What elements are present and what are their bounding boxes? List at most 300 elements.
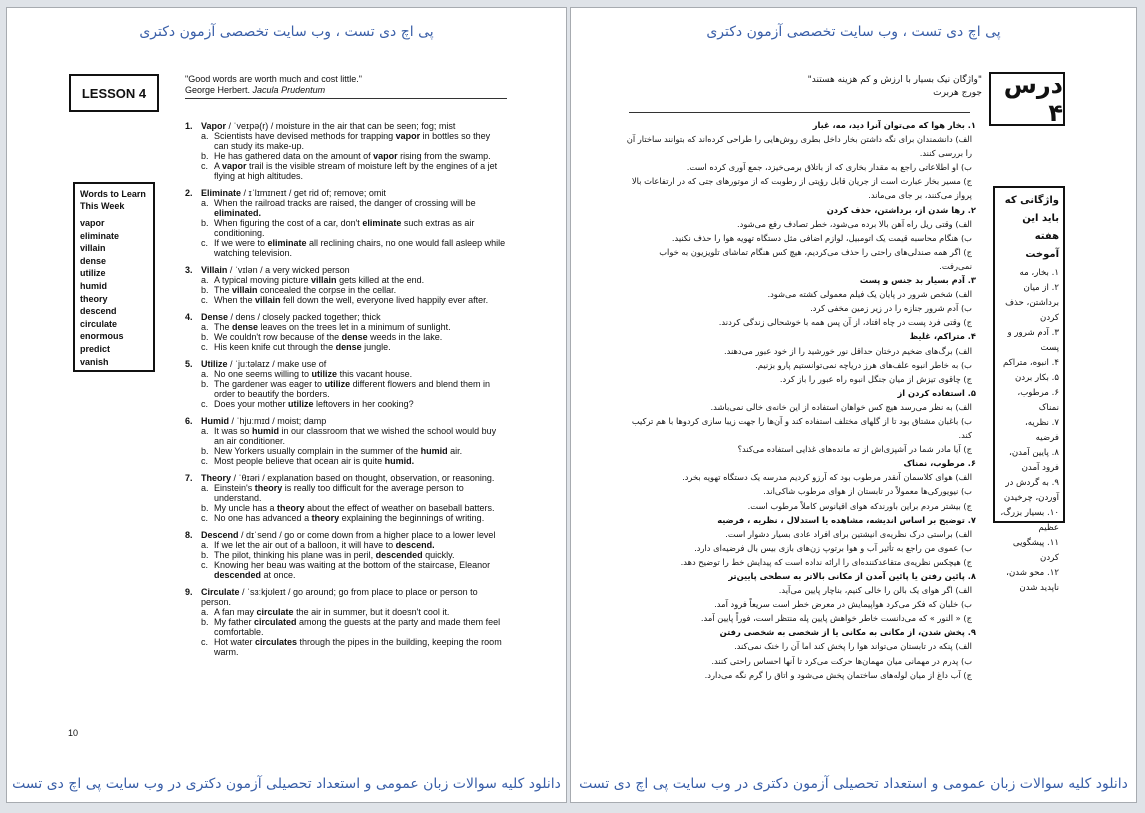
- example-keyword: descended: [214, 570, 262, 580]
- example-sentence: [185, 332, 507, 342]
- entry-word: Eliminate: [201, 188, 242, 198]
- word-list-item: utilize: [80, 268, 106, 279]
- example-sentence: [185, 275, 507, 285]
- example-sentence: [185, 617, 507, 637]
- vocab-entry: [185, 530, 507, 580]
- example-letter: b.: [201, 617, 209, 627]
- example-text: [214, 131, 507, 151]
- example-sentence: [185, 198, 507, 218]
- words-to-learn-box: [73, 182, 155, 372]
- quote-attribution: [185, 85, 507, 96]
- example-pre: New Yorkers usually complain in the summer of the: [214, 446, 421, 456]
- example-sentence: ب) هنگام محاسبه قیمت یک اتومبیل، لوازم اضافی مثل دستگاه تهویه هوا را حذف نکنید.: [671, 232, 972, 243]
- example-letter: b.: [201, 379, 209, 389]
- lesson-title: LESSON 4: [81, 85, 147, 101]
- example-letter: c.: [201, 637, 209, 647]
- example-post: at once.: [261, 570, 296, 580]
- example-text: [214, 151, 491, 161]
- vocab-entry: [185, 473, 507, 523]
- example-post: through the pipes in the building, keeping the room warm.: [214, 637, 502, 657]
- example-keyword: humid.: [384, 456, 415, 466]
- example-sentence: ب) باغبان مشتاق بود تا از گلهای مختلف استفاده کند و آن‌ها را جهت زیبا سازی کردوها با هم ترکیب کند.: [631, 415, 972, 441]
- word-list-item: ۱۱. پیشگویی کردن: [1012, 538, 1059, 563]
- example-post: explaining the beginnings of writing.: [339, 513, 485, 523]
- example-text: [214, 332, 442, 342]
- example-letter: b.: [201, 446, 209, 456]
- example-pre: A typical moving picture: [214, 275, 312, 285]
- example-sentence: [185, 540, 507, 550]
- entry-definition-line: [201, 530, 495, 540]
- entry-word: Humid: [201, 416, 229, 426]
- entry-heading: [185, 473, 507, 483]
- example-text: [214, 483, 507, 503]
- example-sentence: الف) به نظر می‌رسد هیچ کس خواهان استفاده از این خانه‌ی خالی نمی‌باشد.: [710, 401, 972, 412]
- word-list-item: ۴. انبوه، متراکم: [1002, 358, 1059, 368]
- example-text: [214, 369, 412, 379]
- example-post: air.: [447, 446, 463, 456]
- words-box-title: Words to Learn This Week: [80, 189, 146, 211]
- page-number: 10: [68, 728, 79, 738]
- example-keyword: eliminate: [267, 238, 307, 248]
- entry-definition: / ˈhjuːmɪd / moist; damp: [229, 416, 327, 426]
- entry-heading: [185, 265, 507, 275]
- example-sentence: [185, 513, 507, 523]
- example-sentence: ب) نیویورکی‌ها معمولاً در تابستان از هوای مرطوب شاکی‌اند.: [763, 486, 972, 497]
- entry-definition: / ɪˈlɪmɪneɪt / get rid of; remove; omit: [241, 188, 386, 198]
- example-pre: Hot water: [214, 637, 256, 647]
- persian-page: [570, 7, 1137, 803]
- example-sentence: الف) برگ‌های ضخیم درختان حداقل نور خورشید را از خود عبور می‌دهند.: [723, 345, 972, 356]
- example-sentence: [185, 342, 507, 352]
- example-sentence: [185, 238, 507, 258]
- example-letter: b.: [201, 550, 209, 560]
- example-post: fell down the well, everyone lived happily ever after.: [280, 295, 489, 305]
- example-sentence: ج) مسیر بخار عبارت است از جریان قابل رؤیتی از رطوبت که از موتورهای جتی که در ارتفاعات بالا پرواز می‌کنند، بر جای می‌ماند.: [631, 176, 972, 201]
- entry-number: 5.: [185, 359, 193, 369]
- entry-number: 9.: [185, 587, 193, 597]
- example-keyword: theory: [254, 483, 283, 493]
- example-post: weeds in the lake.: [367, 332, 443, 342]
- example-post: rising from the swamp.: [397, 151, 491, 161]
- entry-word: Utilize: [201, 359, 228, 369]
- example-sentence: ج) « النور » که می‌دانست خاطر خواهش پایین پله منتظر است، فوراً پایین آمد.: [700, 613, 972, 624]
- quote-author: George Herbert.: [185, 85, 251, 95]
- example-pre: When figuring the cost of a car, don't: [214, 218, 363, 228]
- example-post: such extras as air conditioning.: [214, 218, 475, 238]
- entry-heading: ۸. پائین رفتن یا پائین آمدن از مکانی بالاتر به سطحی پایین‌تر: [728, 571, 976, 581]
- word-list-item: ۱۲. محو شدن، ناپدید شدن: [1006, 568, 1059, 593]
- example-sentence: [185, 446, 507, 456]
- example-text: [214, 446, 462, 456]
- example-keyword: dense: [335, 342, 362, 352]
- entry-word: Theory: [201, 473, 232, 483]
- example-text: [214, 637, 507, 657]
- word-list-item: descend: [80, 306, 117, 317]
- example-pre: When the railroad tracks are raised, the danger of crossing will be: [214, 198, 476, 208]
- example-sentence: ج) بیشتر مردم براین باورندکه هوای اقیانوس کاملاً مرطوب است.: [747, 500, 972, 511]
- example-pre: Scientists have devised methods for trapping: [214, 131, 396, 141]
- example-keyword: descended: [375, 550, 423, 560]
- example-pre: The pilot, thinking his plane was in peril,: [214, 550, 376, 560]
- entry-heading: ۳. آدم بسیار بد جنس و پست: [859, 275, 976, 286]
- vocabulary-entries: [185, 121, 507, 664]
- example-sentence: [185, 295, 507, 305]
- entry-number: 3.: [185, 265, 193, 275]
- example-post: in bottles so they can study its make-up.: [214, 131, 491, 151]
- entry-definition-line: [201, 473, 494, 483]
- entry-definition: / ˈveɪpə(r) / moisture in the air that can be seen; fog; mist: [226, 121, 456, 131]
- example-keyword: eliminated.: [214, 208, 262, 218]
- word-list-item: eliminate: [80, 230, 120, 241]
- entry-word: Vapor: [201, 121, 227, 131]
- entry-heading: [185, 530, 507, 540]
- vocab-entry: [185, 587, 507, 657]
- example-text: [214, 218, 507, 238]
- example-sentence: [185, 607, 507, 617]
- quote-divider: [629, 112, 970, 113]
- quote-source: Jacula Prudentum: [252, 85, 326, 95]
- example-sentence: ج) آب داغ از میان لوله‌های ساختمان پخش می‌شود و اتاق را گرم نگه می‌دارد.: [704, 669, 972, 680]
- example-text: [214, 456, 414, 466]
- quote-divider: [185, 98, 507, 99]
- example-pre: Most people believe that ocean air is quite: [214, 456, 385, 466]
- entry-number: 7.: [185, 473, 193, 483]
- page-footer: دانلود کلیه سوالات زبان عمومی و استعداد تحصیلی آزمون دکتری در وب سایت پی اچ دی تست: [12, 776, 561, 792]
- example-sentence: [185, 399, 507, 409]
- lesson-quote: [185, 74, 507, 99]
- example-text: [214, 198, 507, 218]
- word-list-item: ۲. از میان برداشتن، حذف کردن: [1005, 283, 1059, 323]
- example-pre: No one has advanced a: [214, 513, 312, 523]
- example-pre: If we let the air out of a balloon, it will have to: [214, 540, 396, 550]
- entry-definition: / ˈvɪlən / a very wicked person: [227, 265, 350, 275]
- example-post: about the effect of weather on baseball batters.: [304, 503, 495, 513]
- example-sentence: [185, 560, 507, 580]
- example-keyword: eliminate: [362, 218, 402, 228]
- entry-definition: / ˈθɪəri / explanation based on thought, observation, or reasoning.: [231, 473, 495, 483]
- entry-definition-line: [201, 359, 326, 369]
- example-keyword: villain: [255, 295, 281, 305]
- example-letter: c.: [201, 456, 209, 466]
- entry-heading: [185, 312, 507, 322]
- word-list-item: ۹. به گردش در آوردن، چرخیدن: [1003, 478, 1059, 503]
- example-sentence: ج) آیا مادر شما در آشپزی‌اش از ته مانده‌های غذایی استفاده می‌کند؟: [737, 444, 972, 455]
- quote-text: "Good words are worth much and cost little.": [185, 74, 362, 84]
- example-pre: He has gathered data on the amount of: [214, 151, 374, 161]
- word-list-item: ۸. پایین آمدن، فرود آمدن: [1009, 448, 1059, 473]
- example-keyword: circulates: [255, 637, 298, 647]
- example-pre: If we were to: [214, 238, 268, 248]
- example-post: quickly.: [422, 550, 455, 560]
- vocab-entry: [185, 188, 507, 258]
- example-text: [214, 379, 507, 399]
- example-sentence: [185, 151, 507, 161]
- vocabulary-entries: [624, 118, 976, 682]
- example-keyword: vapor: [373, 151, 398, 161]
- example-text: [214, 285, 396, 295]
- entry-number: 1.: [185, 121, 193, 131]
- example-post: is really too difficult for the average person to understand.: [214, 483, 464, 503]
- example-text: [214, 560, 507, 580]
- example-post: among the guests at the party and made them feel comfortable.: [214, 617, 501, 637]
- example-post: leftovers in her cooking?: [313, 399, 414, 409]
- example-sentence: الف) پنکه در تابستان می‌تواند هوا را پخش کند اما آن را خنک نمی‌کند.: [734, 641, 972, 652]
- example-pre: When the: [214, 295, 256, 305]
- example-letter: a.: [201, 607, 209, 617]
- entry-word: Villain: [201, 265, 228, 275]
- example-pre: Einstein's: [214, 483, 255, 493]
- entry-heading: ۵. استفاده کردن از: [897, 387, 976, 398]
- example-pre: My father: [214, 617, 255, 627]
- example-letter: a.: [201, 483, 209, 493]
- entry-definition-line: [201, 121, 455, 131]
- example-letter: a.: [201, 131, 209, 141]
- entry-heading: [185, 121, 507, 131]
- example-sentence: [185, 369, 507, 379]
- words-box-title: واژگانی که باید این هفته آموخت: [1004, 195, 1059, 260]
- example-letter: c.: [201, 295, 209, 305]
- example-sentence: [185, 483, 507, 503]
- example-letter: c.: [201, 560, 209, 570]
- example-sentence: الف) هوای کلاسمان آنقدر مرطوب بود که آرزو کردیم مدرسه یک دستگاه تهویه بخرد.: [682, 472, 972, 483]
- word-list-item: ۵. بکار بردن: [1015, 373, 1059, 383]
- example-keyword: utilize: [324, 379, 351, 389]
- entry-number: 4.: [185, 312, 193, 322]
- example-post: leaves on the trees let in a minimum of sunlight.: [258, 322, 451, 332]
- example-text: [214, 540, 435, 550]
- lesson-title-box: [69, 74, 159, 112]
- entry-definition: / dɪˈsend / go or come down from a higher place to a lower level: [238, 530, 496, 540]
- entry-heading: [185, 587, 507, 607]
- entry-definition: / dens / closely packed together; thick: [228, 312, 381, 322]
- example-sentence: ج) هیچکس نظریه‌ی متقاعدکننده‌ای را ارائه نداده است که پیدایش خط را توضیح دهد.: [680, 556, 972, 567]
- example-text: [214, 426, 507, 446]
- example-pre: Does your mother: [214, 399, 289, 409]
- example-sentence: الف) وقتی ریل راه آهن بالا برده می‌شود، خطر تصادف رفع می‌شود.: [737, 218, 972, 229]
- word-list-item: predict: [80, 343, 111, 354]
- word-list-item: theory: [80, 293, 108, 304]
- lesson-quote: [722, 74, 982, 100]
- example-pre: The gardener was eager to: [214, 379, 325, 389]
- word-list-item: humid: [80, 280, 107, 291]
- entry-heading: [185, 416, 507, 426]
- example-post: all reclining chairs, no one would fall asleep while watching television.: [214, 238, 506, 258]
- example-keyword: dense: [341, 332, 368, 342]
- entry-heading: ۷. توضیح بر اساس اندیشه، مشاهده یا استدلال ، نظریه ، فرضیه: [717, 514, 976, 525]
- word-list-item: vapor: [80, 218, 105, 228]
- example-pre: My uncle has a: [214, 503, 278, 513]
- example-keyword: humid: [252, 426, 280, 436]
- entry-definition-line: [201, 312, 381, 322]
- example-keyword: theory: [277, 503, 305, 513]
- example-sentence: [185, 550, 507, 560]
- example-text: [214, 322, 451, 332]
- word-list-item: ۳. آدم شرور و پست: [1007, 328, 1059, 353]
- word-list-item: vanish: [80, 356, 109, 367]
- example-pre: The: [214, 285, 233, 295]
- example-sentence: [185, 161, 507, 181]
- example-sentence: ب) آدم شرور جنازه را در زیر زمین مخفی کرد.: [810, 303, 972, 314]
- example-keyword: vapor: [222, 161, 247, 171]
- example-pre: Knowing her beau was waiting at the bottom of the staircase, Eleanor: [214, 560, 491, 570]
- entry-number: 6.: [185, 416, 193, 426]
- entry-number: 8.: [185, 530, 193, 540]
- example-letter: b.: [201, 332, 209, 342]
- example-sentence: [185, 285, 507, 295]
- example-sentence: ب) به خاطر انبوه علف‌های هرز دریاچه نمی‌توانستیم پارو بزنیم.: [755, 359, 972, 370]
- example-text: [214, 342, 391, 352]
- example-letter: b.: [201, 285, 209, 295]
- entry-definition: / ˈsɜːkjʊleɪt / go around; go from place to place or person to person.: [201, 587, 478, 607]
- page-header: پی اچ دی تست ، وب سایت تخصصی آزمون دکتری: [706, 24, 1001, 40]
- example-pre: A fan may: [214, 607, 257, 617]
- vocab-entry: [185, 359, 507, 409]
- example-letter: c.: [201, 399, 209, 409]
- example-keyword: utilize: [311, 369, 338, 379]
- example-post: concealed the corpse in the cellar.: [257, 285, 397, 295]
- example-pre: It was so: [214, 426, 253, 436]
- example-letter: a.: [201, 198, 209, 208]
- example-sentence: ب) عموی من راجع به تأثیر آب و هوا برتوپ زن‌های بازی بیس بال فرضیه‌ای دارد.: [694, 542, 972, 553]
- example-keyword: theory: [311, 513, 340, 523]
- entry-heading: ۱. بخار هوا که می‌توان آنرا دید، مه، غبار: [812, 120, 976, 130]
- example-keyword: descend.: [395, 540, 435, 550]
- example-sentence: ب) پدرم در مهمانی میان مهمان‌ها حرکت می‌کرد تا آنها احساس راحتی کنند.: [711, 655, 972, 666]
- quote-author: جورج هربرت: [933, 88, 982, 98]
- example-keyword: villain: [311, 275, 337, 285]
- entry-definition-line: [201, 416, 326, 426]
- example-sentence: [185, 379, 507, 399]
- example-keyword: villain: [232, 285, 258, 295]
- word-list-item: enormous: [80, 331, 124, 342]
- entry-heading: ۴. متراکم، غلیظ: [909, 331, 976, 342]
- example-letter: b.: [201, 503, 209, 513]
- vocab-entry: [185, 121, 507, 181]
- words-to-learn-box: [993, 186, 1065, 593]
- example-letter: c.: [201, 513, 209, 523]
- entry-word: Dense: [201, 312, 229, 322]
- entry-definition-line: [201, 587, 507, 607]
- example-post: jungle.: [361, 342, 391, 352]
- word-list-item: circulate: [80, 318, 118, 329]
- example-keyword: utilize: [288, 399, 314, 409]
- example-post: different flowers and blend them in order to beautify the borders.: [214, 379, 491, 399]
- example-letter: c.: [201, 161, 209, 171]
- example-sentence: الف) دانشمندان برای نگه داشتن بخار داخل بطری روش‌هایی را طراحی کرده‌اند که بتوانند ساختار آن را بررسی کنند.: [626, 134, 972, 159]
- example-sentence: ج) چاقوی تیزش از میان جنگل انبوه راه عبور را باز کرد.: [779, 373, 972, 384]
- entry-heading: ۶. مرطوب، نمناک: [903, 458, 976, 469]
- word-list-item: villain: [80, 243, 106, 254]
- example-pre: His keen knife cut through the: [214, 342, 336, 352]
- lesson-title: درس ۴: [1003, 71, 1063, 127]
- example-sentence: ب) او اطلاعاتی راجع به مقدار بخاری که از باتلاق برمی‌خیزد، جمع آوری کرده است.: [686, 162, 972, 173]
- example-text: [214, 617, 507, 637]
- example-text: [214, 275, 424, 285]
- example-sentence: [185, 426, 507, 446]
- example-text: [214, 295, 488, 305]
- example-letter: b.: [201, 151, 209, 161]
- example-text: [214, 399, 414, 409]
- word-list-item: dense: [80, 255, 107, 266]
- example-sentence: ب) خلبان که فکر می‌کرد هواپیمایش در معرض خطر است سریعاً فرود آمد.: [714, 599, 972, 610]
- example-pre: A: [214, 161, 223, 171]
- page-header: پی اچ دی تست ، وب سایت تخصصی آزمون دکتری: [139, 24, 434, 40]
- word-list-item: ۷. نظریه، فرضیه: [1024, 418, 1059, 443]
- entry-word: Descend: [201, 530, 239, 540]
- example-keyword: humid: [420, 446, 448, 456]
- example-sentence: [185, 456, 507, 466]
- vocab-entry: [185, 265, 507, 305]
- entry-heading: [185, 359, 507, 369]
- example-sentence: [185, 322, 507, 332]
- example-sentence: الف) اگر هوای یک بالن را خالی کنیم، بناچار پایین می‌آید.: [778, 585, 972, 596]
- example-text: [214, 503, 495, 513]
- example-letter: a.: [201, 426, 209, 436]
- example-pre: The: [214, 322, 233, 332]
- entry-heading: ۲. رها شدن از، برداشتن، حذف کردن: [826, 204, 976, 215]
- example-text: [214, 513, 484, 523]
- page-footer: دانلود کلیه سوالات زبان عمومی و استعداد تحصیلی آزمون دکتری در وب سایت پی اچ دی تست: [579, 776, 1128, 792]
- example-post: gets killed at the end.: [336, 275, 425, 285]
- example-sentence: [185, 503, 507, 513]
- entry-heading: [185, 188, 507, 198]
- entry-heading: ۹. پخش شدن، از مکانی به مکانی یا از شخصی به شخصی رفتن: [719, 627, 976, 638]
- entry-number: 2.: [185, 188, 193, 198]
- vocab-entry: [185, 416, 507, 466]
- example-sentence: ج) وقتی فرد پست در چاه افتاد، از آن پس همه با خوشحالی زندگی کردند.: [718, 317, 972, 328]
- entry-definition: / ˈjuːtəlaɪz / make use of: [227, 359, 327, 369]
- entry-definition-line: [201, 265, 350, 275]
- example-letter: c.: [201, 342, 209, 352]
- example-letter: a.: [201, 275, 209, 285]
- example-letter: a.: [201, 540, 209, 550]
- example-text: [214, 607, 449, 617]
- example-text: [214, 238, 507, 258]
- example-sentence: [185, 637, 507, 657]
- example-letter: c.: [201, 238, 209, 248]
- english-page: [6, 7, 567, 803]
- example-post: in our classroom that we wished the school would buy an air conditioner.: [214, 426, 497, 446]
- example-post: the air in summer, but it doesn't cool it.: [293, 607, 450, 617]
- word-list-item: ۶. مرطوب، نمناک: [1017, 388, 1059, 413]
- example-text: [214, 550, 454, 560]
- entry-word: Circulate: [201, 587, 240, 597]
- example-keyword: vapor: [395, 131, 421, 141]
- example-pre: We couldn't row because of the: [214, 332, 342, 342]
- example-keyword: dense: [232, 322, 259, 332]
- example-text: [214, 161, 507, 181]
- vocab-entry: [185, 312, 507, 352]
- example-sentence: [185, 131, 507, 151]
- example-post: trail is the visible stream of moisture left by the engines of a jet flying at high altitudes.: [214, 161, 498, 181]
- example-letter: b.: [201, 218, 209, 228]
- word-list-item: ۱. بخار، مه: [1019, 268, 1059, 278]
- lesson-title-box: [989, 72, 1065, 126]
- quote-text: "واژگان نیک بسیار با ارزش و کم هزینه هستند": [807, 75, 982, 85]
- example-sentence: الف) شخص شرور در پایان یک فیلم معمولی کشته می‌شود.: [767, 289, 972, 300]
- example-post: this vacant house.: [337, 369, 413, 379]
- example-letter: a.: [201, 369, 209, 379]
- entry-definition-line: [201, 188, 386, 198]
- word-list-item: ۱۰. بسیار بزرگ، عظیم: [1000, 508, 1059, 533]
- example-pre: No one seems willing to: [214, 369, 312, 379]
- example-sentence: ج) اگر همه صندلی‌های راحتی را حذف می‌کردیم، هیچ کس هنگام تماشای تلویزیون به خواب نمی‌رفت.: [659, 246, 972, 271]
- example-keyword: circulated: [254, 617, 297, 627]
- example-sentence: [185, 218, 507, 238]
- example-sentence: الف) براستی درک نظریه‌ی انیشتین برای افراد عادی بسیار دشوار است.: [725, 528, 972, 539]
- example-keyword: circulate: [256, 607, 294, 617]
- example-letter: a.: [201, 322, 209, 332]
